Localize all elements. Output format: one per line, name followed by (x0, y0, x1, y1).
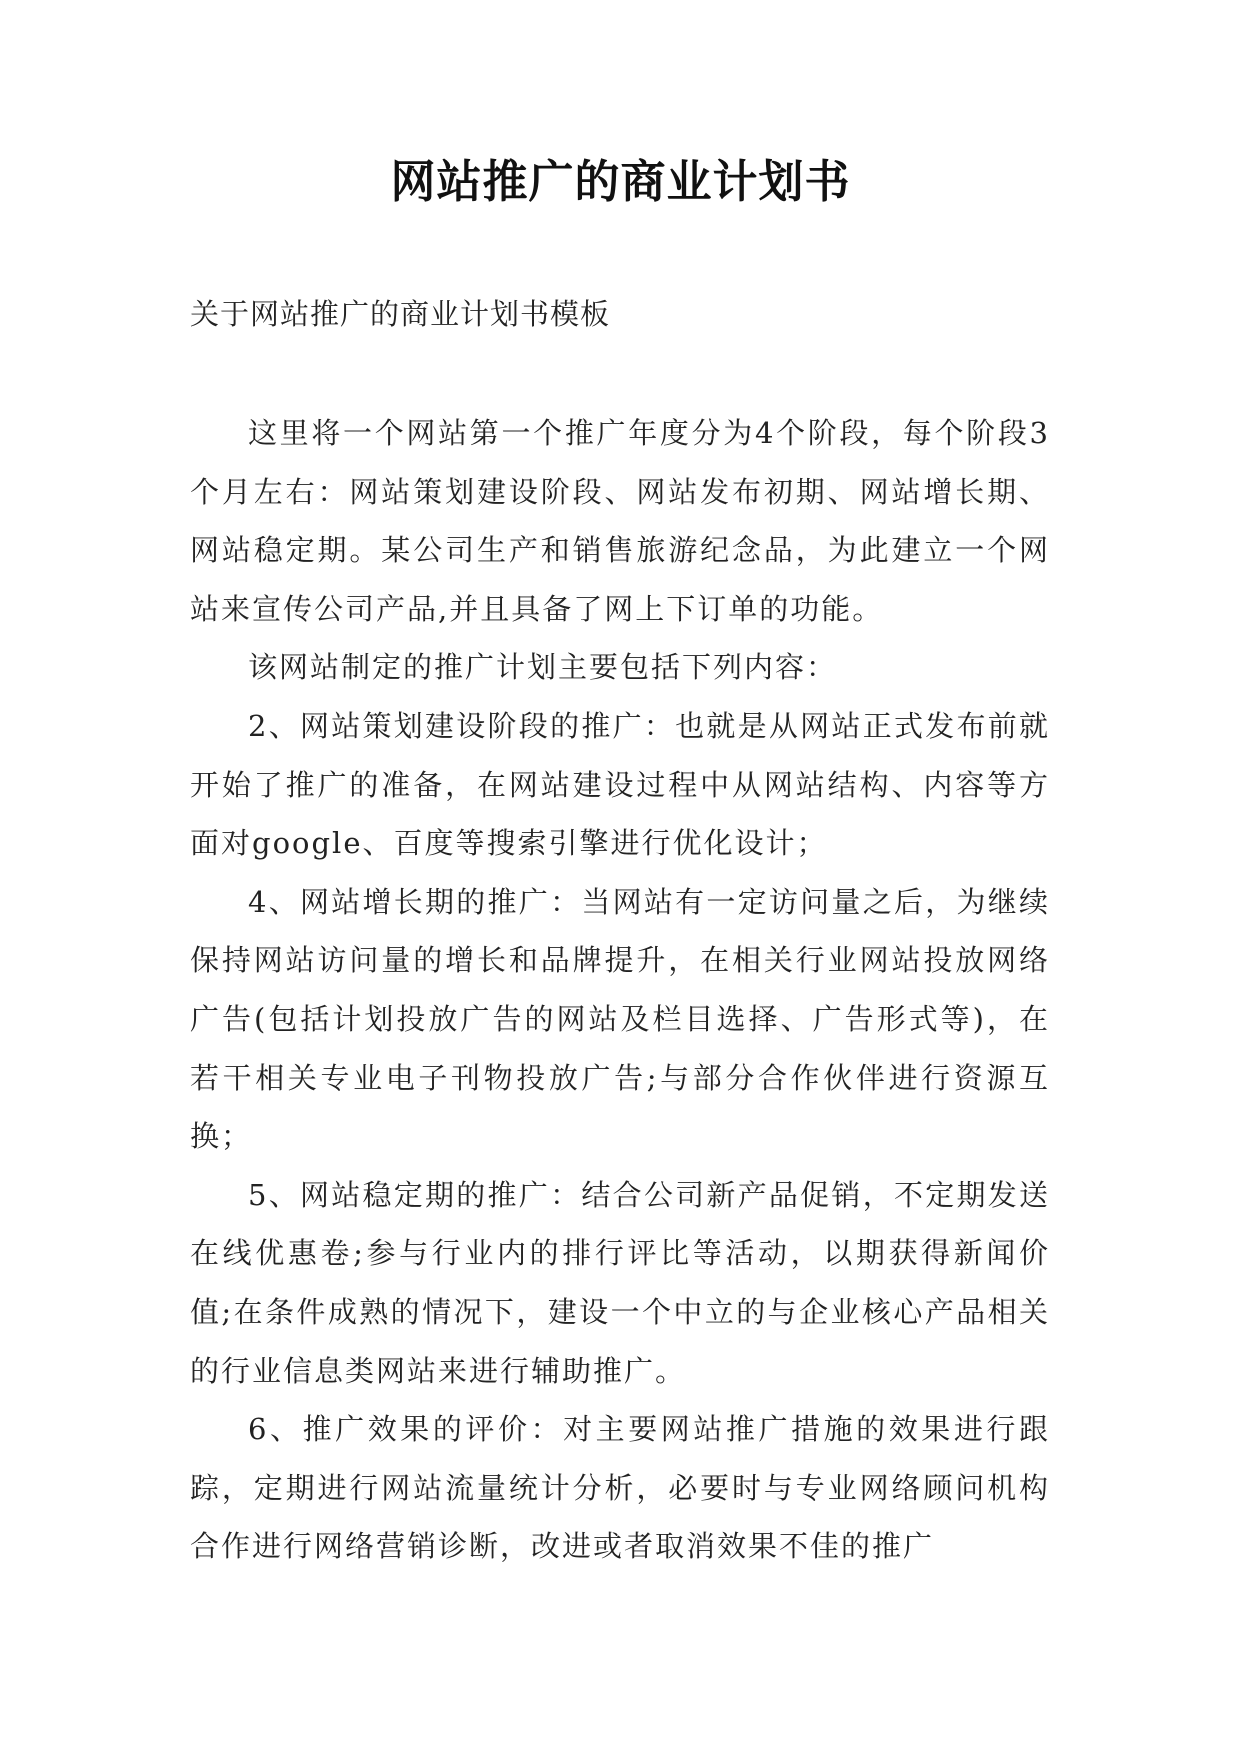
paragraph-stage-planning: 2、网站策划建设阶段的推广：也就是从网站正式发布前就开始了推广的准备，在网站建设过程中从网站结构、内容等方面对google、百度等搜索引擎进行优化设计； (190, 708, 1050, 861)
paragraph-plan-intro: 该网站制定的推广计划主要包括下列内容： (248, 650, 838, 685)
document-subtitle: 关于网站推广的商业计划书模板 (190, 297, 611, 331)
document-body (190, 404, 1050, 1576)
paragraph-intro: 这里将一个网站第一个推广年度分为4个阶段，每个阶段3个月左右：网站策划建设阶段、网站发布初期、网站增长期、网站稳定期。某公司生产和销售旅游纪念品，为此建立一个网站来宣传公司产品,并且具备了网上下订单的功能。 (190, 416, 1050, 626)
paragraph-stage-growth: 4、网站增长期的推广：当网站有一定访问量之后，为继续保持网站访问量的增长和品牌提升，在相关行业网站投放网络广告(包括计划投放广告的网站及栏目选择、广告形式等)，在若干相关专业电子刊物投放广告;与部分合作伙伴进行资源互换； (190, 884, 1050, 1154)
paragraph-evaluation: 6、推广效果的评价：对主要网站推广措施的效果进行跟踪，定期进行网站流量统计分析，必要时与专业网络顾问机构合作进行网络营销诊断，改进或者取消效果不佳的推广 (190, 1412, 1050, 1564)
paragraph-stage-stable: 5、网站稳定期的推广：结合公司新产品促销，不定期发送在线优惠卷;参与行业内的排行评比等活动，以期获得新闻价值;在条件成熟的情况下，建设一个中立的与企业核心产品相关的行业信息类网站来进行辅助推广。 (190, 1177, 1050, 1388)
document-title: 网站推广的商业计划书 (390, 155, 851, 208)
